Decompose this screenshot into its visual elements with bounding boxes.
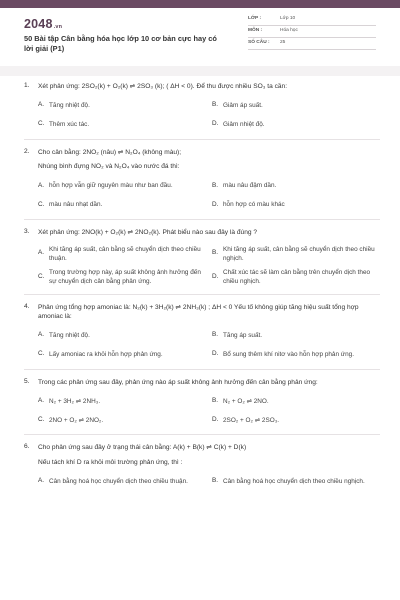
option-text: Tăng nhiệt độ. — [49, 332, 90, 340]
option-text: màu nâu đậm dần. — [223, 182, 277, 190]
option-d[interactable] — [212, 118, 380, 132]
question-stem: Cho cân bằng: 2NO₂ (nâu) ⇌ N₂O₄ (không màu); — [38, 148, 182, 156]
option-text: Tăng nhiệt độ. — [49, 101, 90, 109]
option-text: Trong trường hợp này, áp suất không ảnh hưởng đến sự chuyển dịch cân bằng phản ứng. — [49, 269, 201, 286]
answer-options — [38, 245, 380, 287]
meta-label: LỚP : — [248, 16, 262, 22]
question-stem: Phản ứng tổng hợp amoniac là: N₂(k) + 3H₂(k) ⇌ 2NH₃(k) ; ΔH < 0 Yếu tố không giúp tăng hiệu suất tổng hợp amoniac là: — [38, 303, 359, 321]
question-3 — [24, 228, 380, 295]
option-a[interactable] — [38, 245, 206, 264]
answer-options — [38, 99, 380, 132]
option-d[interactable] — [212, 348, 380, 362]
question-note: Nếu tách khí D ra khỏi môi trường phản ứng, thì : — [38, 458, 183, 466]
meta-row-count — [248, 38, 376, 50]
option-text: Cân bằng hoá học chuyển dịch theo chiều thuận. — [49, 478, 188, 486]
question-stem: Xét phản ứng: 2SO₂(k) + O₂(k) ⇌ 2SO₃ (k); ( ΔH < 0). Để thu được nhiều SO₃ ta cần: — [38, 83, 288, 90]
option-text: Giảm áp suất. — [223, 101, 263, 109]
option-key: D. — [212, 120, 219, 128]
option-text: 2SO₂ + O₂ ⇌ 2SO₃. — [223, 416, 280, 424]
option-key: A. — [38, 181, 45, 189]
option-text: Thêm xúc tác. — [49, 120, 90, 128]
question-4 — [24, 303, 380, 370]
answer-options — [38, 329, 380, 362]
option-c[interactable] — [38, 198, 206, 212]
option-a[interactable] — [38, 99, 206, 113]
question-stem: Xét phản ứng: 2NO(k) + O₂(k) ⇌ 2NO₂(k). Phát biểu nào sau đây là đúng ? — [38, 228, 258, 236]
brand-top-bar — [0, 0, 400, 8]
option-text: màu nâu nhạt dần. — [49, 201, 103, 209]
option-d[interactable] — [212, 268, 380, 287]
meta-label: SỐ CÂU : — [248, 40, 270, 46]
option-text: Chất xúc tác sẽ làm cân bằng trên chuyển dịch theo chiều nghịch. — [223, 269, 371, 286]
site-logo[interactable] — [24, 16, 62, 33]
meta-value: 25 — [280, 40, 286, 46]
meta-label: MÔN : — [248, 28, 263, 34]
option-text: 2NO + O₂ ⇌ 2NO₂. — [49, 416, 104, 424]
meta-value: Hóa học — [280, 28, 298, 34]
option-text: Tăng áp suất. — [223, 332, 263, 340]
option-text: Lấy amoniac ra khỏi hỗn hợp phản ứng. — [49, 351, 163, 359]
option-key: A. — [38, 331, 45, 339]
option-a[interactable] — [38, 475, 206, 489]
option-key: A. — [38, 249, 45, 257]
option-a[interactable] — [38, 394, 206, 408]
option-key: C. — [38, 415, 45, 423]
option-b[interactable] — [212, 475, 380, 489]
question-number: 4. — [24, 302, 30, 310]
option-d[interactable] — [212, 198, 380, 212]
option-b[interactable] — [212, 329, 380, 343]
option-text: Giảm nhiệt độ. — [223, 120, 265, 128]
option-text: Khi tăng áp suất, cân bằng sẽ chuyển dịch theo chiều thuận. — [49, 245, 201, 262]
question-note: Nhúng bình đựng NO₂ và N₂O₄ vào nước đá thì: — [38, 163, 180, 171]
meta-row-subject — [248, 26, 376, 38]
question-list — [24, 82, 380, 504]
document-title: 50 Bài tập Cân bằng hóa học lớp 10 cơ bản cực hay có lời giải (P1) — [24, 34, 217, 53]
option-c[interactable] — [38, 413, 206, 427]
question-1 — [24, 82, 380, 140]
option-key: C. — [38, 200, 45, 208]
meta-value: Lớp 10 — [280, 16, 296, 22]
option-key: B. — [212, 101, 219, 109]
document-meta — [248, 14, 376, 50]
option-key: A. — [38, 101, 45, 109]
question-6 — [24, 443, 380, 495]
question-stem: Trong các phản ứng sau đây, phản ứng nào áp suất không ảnh hưởng đến cân bằng phản ứng: — [38, 378, 318, 386]
question-number: 3. — [24, 227, 30, 235]
option-c[interactable] — [38, 348, 206, 362]
answer-options — [38, 475, 380, 489]
option-b[interactable] — [212, 99, 380, 113]
option-key: B. — [212, 396, 219, 404]
option-key: A. — [38, 477, 45, 485]
option-text: Cân bằng hoá học chuyển dịch theo chiều nghịch. — [223, 478, 365, 486]
answer-options — [38, 394, 380, 427]
option-key: C. — [38, 273, 45, 281]
question-number: 2. — [24, 147, 30, 155]
option-d[interactable] — [212, 413, 380, 427]
answer-options — [38, 179, 380, 212]
logo-suffix: .vn — [53, 24, 63, 30]
header-divider-band — [0, 66, 400, 76]
option-key: D. — [212, 200, 219, 208]
option-a[interactable] — [38, 179, 206, 193]
question-number: 6. — [24, 443, 30, 451]
option-b[interactable] — [212, 179, 380, 193]
question-number: 5. — [24, 377, 30, 385]
option-key: D. — [212, 273, 219, 281]
option-a[interactable] — [38, 329, 206, 343]
meta-row-grade — [248, 14, 376, 26]
option-key: A. — [38, 396, 45, 404]
option-text: hỗn hợp có màu khác — [223, 201, 285, 209]
option-key: C. — [38, 350, 45, 358]
option-c[interactable] — [38, 118, 206, 132]
question-number: 1. — [24, 82, 30, 89]
option-text: N₂ + 3H₂ ⇌ 2NH₃. — [49, 397, 101, 405]
option-text: Bổ sung thêm khí nitơ vào hỗn hợp phản ứng. — [223, 351, 354, 359]
question-2 — [24, 148, 380, 220]
option-key: D. — [212, 350, 219, 358]
option-b[interactable] — [212, 394, 380, 408]
option-text: Khi tăng áp suất, cân bằng sẽ chuyển dịch theo chiều nghịch. — [223, 245, 375, 262]
option-key: C. — [38, 120, 45, 128]
option-text: hỗn hợp vẫn giữ nguyên màu như ban đầu. — [49, 182, 173, 190]
option-b[interactable] — [212, 245, 380, 264]
option-key: B. — [212, 181, 219, 189]
option-c[interactable] — [38, 268, 206, 287]
logo-text: 2048 — [24, 17, 53, 31]
option-key: D. — [212, 415, 219, 423]
option-key: B. — [212, 249, 219, 257]
option-key: B. — [212, 331, 219, 339]
question-stem: Cho phản ứng sau đây ở trạng thái cân bằng: A(k) + B(k) ⇌ C(k) + D(k) — [38, 444, 247, 452]
option-key: B. — [212, 477, 219, 485]
option-text: N₂ + O₂ ⇌ 2NO. — [223, 397, 269, 405]
document-header — [24, 14, 376, 64]
question-5 — [24, 378, 380, 436]
